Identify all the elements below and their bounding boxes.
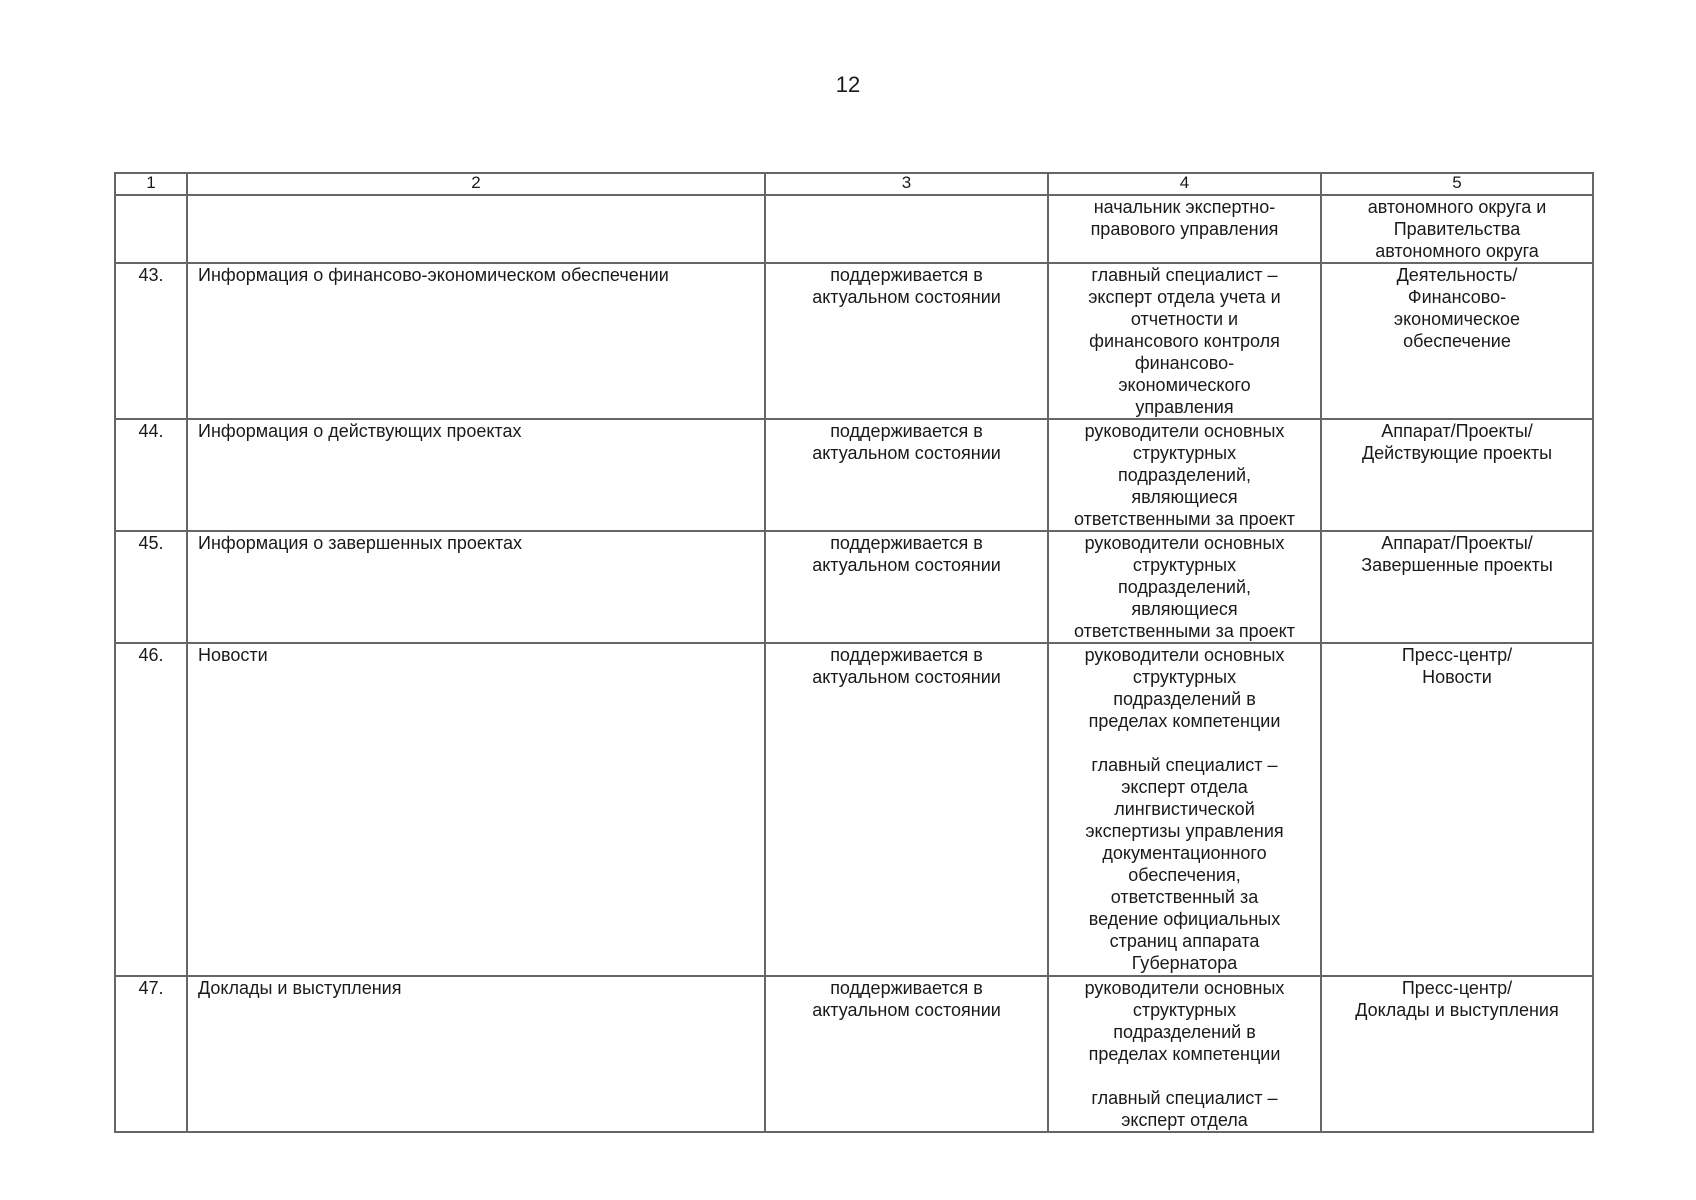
row-number: 46. [115, 643, 187, 976]
row-status: поддерживается в актуальном состоянии [765, 419, 1048, 531]
row-number: 43. [115, 263, 187, 419]
row-info-name: Информация о действующих проектах [187, 419, 765, 531]
row-info-name: Информация о финансово-экономическом обеспечении [187, 263, 765, 419]
row-number: 45. [115, 531, 187, 643]
row-number: 47. [115, 976, 187, 1132]
row-site-section: автономного округа и Правительства автономного округа [1321, 195, 1593, 263]
table-row [115, 643, 1593, 976]
row-number: 44. [115, 419, 187, 531]
row-status: поддерживается в актуальном состоянии [765, 643, 1048, 976]
row-status [765, 195, 1048, 263]
table-row [115, 976, 1593, 1132]
row-info-name: Информация о завершенных проектах [187, 531, 765, 643]
row-site-section: Пресс-центр/ Доклады и выступления [1321, 976, 1593, 1132]
column-number-row [115, 173, 1593, 195]
row-site-section: Аппарат/Проекты/ Завершенные проекты [1321, 531, 1593, 643]
row-info-name: Новости [187, 643, 765, 976]
row-responsible: руководители основных структурных подразделений, являющиеся ответственными за проект [1048, 419, 1321, 531]
row-status: поддерживается в актуальном состоянии [765, 976, 1048, 1132]
row-responsible: начальник экспертно- правового управления [1048, 195, 1321, 263]
column-number-5: 5 [1321, 173, 1593, 195]
column-number-1: 1 [115, 173, 187, 195]
row-responsible: руководители основных структурных подразделений, являющиеся ответственными за проект [1048, 531, 1321, 643]
table-row [115, 195, 1593, 263]
table-row [115, 531, 1593, 643]
column-number-4: 4 [1048, 173, 1321, 195]
table-row [115, 263, 1593, 419]
row-info-name [187, 195, 765, 263]
row-responsible: руководители основных структурных подразделений в пределах компетенции главный специалист – эксперт отдела лингвистической экспертизы управления документационного обеспечения, ответственный за ведение официальных страниц аппарата Губернатора [1048, 643, 1321, 976]
row-site-section: Пресс-центр/ Новости [1321, 643, 1593, 976]
column-number-2: 2 [187, 173, 765, 195]
row-responsible: руководители основных структурных подразделений в пределах компетенции главный специалист – эксперт отдела [1048, 976, 1321, 1132]
row-info-name: Доклады и выступления [187, 976, 765, 1132]
row-status: поддерживается в актуальном состоянии [765, 531, 1048, 643]
row-site-section: Аппарат/Проекты/ Действующие проекты [1321, 419, 1593, 531]
document-table [114, 172, 1594, 1133]
row-responsible: главный специалист – эксперт отдела учета и отчетности и финансового контроля финансово- экономического управления [1048, 263, 1321, 419]
table-row [115, 419, 1593, 531]
row-number [115, 195, 187, 263]
column-number-3: 3 [765, 173, 1048, 195]
row-status: поддерживается в актуальном состоянии [765, 263, 1048, 419]
row-site-section: Деятельность/ Финансово- экономическое обеспечение [1321, 263, 1593, 419]
page-number: 12 [835, 72, 861, 97]
